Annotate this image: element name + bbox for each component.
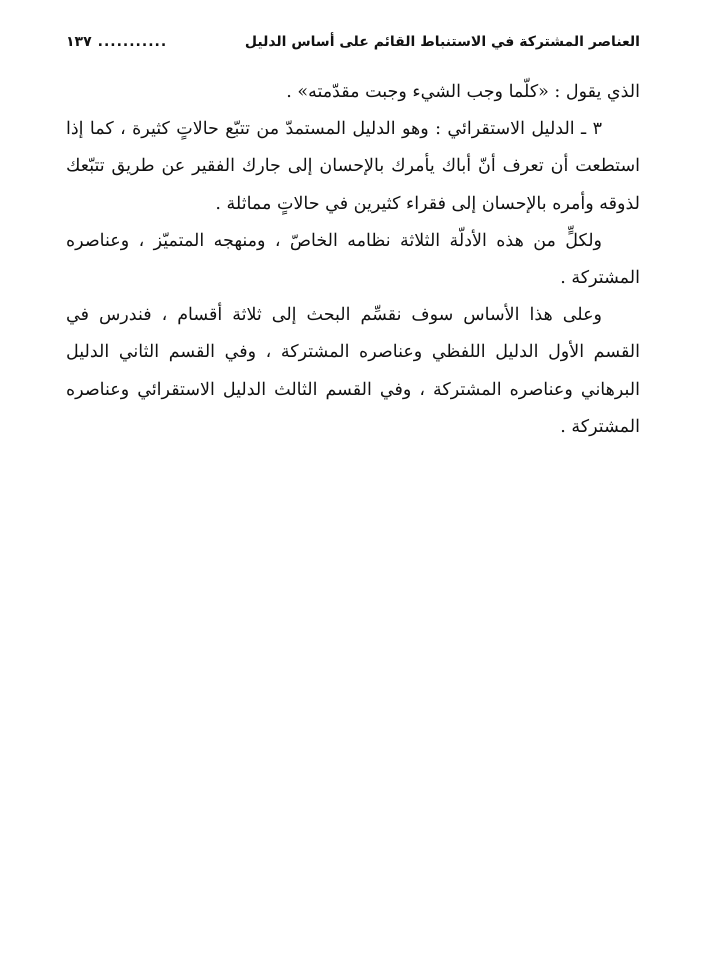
paragraph-inductive-evidence: ٣ ـ الدليل الاستقرائي : وهو الدليل المستمدّ من تتبّع حالاتٍ كثيرة ، كما إذا استطعت أن تعرف أنّ أباك يأمرك بالإحسان إلى جارك الفقير عن طريق تتبّعك لذوقه وأمره بالإحسان إلى فقراء كثيرين في حالاتٍ مماثلة . bbox=[66, 119, 640, 214]
paragraph-each-evidence-system: ولكلٍّ من هذه الأدلّة الثلاثة نظامه الخاصّ ، ومنهجه المتميّز ، وعناصره المشتركة . bbox=[66, 230, 640, 289]
paragraph-research-division: وعلى هذا الأساس سوف نقسِّم البحث إلى ثلاثة أقسام ، فندرس في القسم الأول الدليل اللفظي وعناصره المشتركة ، وفي القسم الثاني الدليل البرهاني وعناصره المشتركة ، وفي القسم الثالث الدليل الاستقرائي وعناصره المشتركة . bbox=[66, 305, 640, 437]
header-dot-leader: ........... bbox=[97, 34, 168, 50]
body-text bbox=[66, 74, 640, 446]
header-title: العناصر المشتركة في الاستنباط القائم على أساس الدليل bbox=[244, 34, 640, 50]
running-header bbox=[66, 28, 640, 56]
page bbox=[66, 28, 640, 446]
paragraph-continuation: الذي يقول : «كلّما وجب الشيء وجبت مقدّمته» . bbox=[286, 82, 640, 102]
page-number: ١٣٧ bbox=[66, 34, 92, 50]
